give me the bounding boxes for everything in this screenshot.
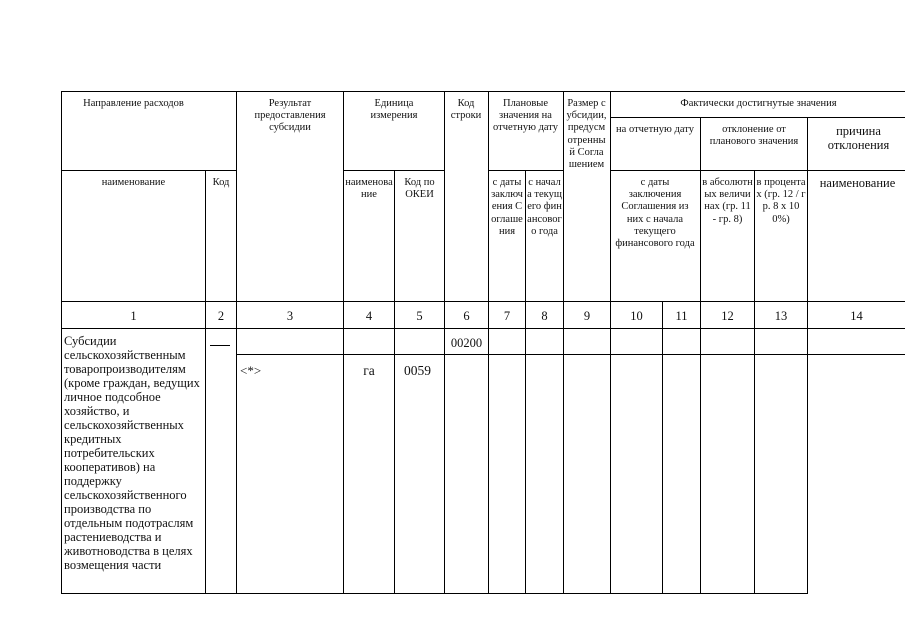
subheader-okei: Код по ОКЕИ [404,177,435,201]
subheader-name: наименование [101,177,166,188]
col-line-9 [563,91,564,594]
subheader-code: Код [212,177,230,188]
header-row-code: Код строки [450,98,482,122]
header-divider-actual [610,117,905,118]
row1-row-code: 00200 [450,336,483,350]
table-top-border [61,91,905,92]
subheader-planned-from-agreement: с даты заключения Соглашения [491,177,523,237]
row2-unit-name: га [363,363,375,378]
col-line-8 [525,170,526,594]
header-reason: причина отклонения [827,124,890,152]
col-line-2 [205,170,206,594]
header-actual: Фактически достигнутые значения [680,98,837,109]
header-result: Результат предоставления субсидии [254,98,326,134]
col-number-13: 13 [774,309,788,323]
header-divider-actual-sub [610,170,905,171]
header-actual-deviation: отклонение от планового значения [709,124,799,148]
col-number-1: 1 [130,309,137,323]
col-number-5: 5 [416,309,423,323]
col-number-12: 12 [721,309,734,323]
subheader-pct: в процентах (гр. 12 / гр. 8 x 100%) [756,177,806,225]
col-number-4: 4 [365,309,373,323]
col-line-7 [488,91,489,594]
col-line-5 [394,170,395,594]
subheader-planned-from-year: с начала текущего финансового года [527,177,562,237]
subheader-unit-name: наименование [345,177,393,201]
header-unit: Единица измерения [370,98,418,122]
header-size: Размер субсидии, предусмотренный Соглашением [566,98,607,171]
subheader-reason-name: наименование [819,176,896,190]
col-number-6: 6 [463,309,470,323]
table-bottom-border [61,593,807,594]
col-line-14 [807,117,808,594]
header-actual-report: на отчетную дату [616,124,694,135]
subheader-actual-combined: с даты заключения Соглашения из них с начала текущего финансового года [615,177,695,250]
col-number-11: 11 [675,309,688,323]
col-line-11 [662,301,663,594]
row1-name: Субсидии сельскохозяйственным товаропроизводителям (кроме граждан, ведущих личное подсобное хозяйство, и сельскохозяйственных кредитных потребительских кооперативов) на поддержку сельскохозяйственного производства по отдельным подотраслям растениеводства и животноводства в целях возмещения части [64,334,200,572]
header-bottom-border [61,301,905,302]
col-number-9: 9 [583,309,591,323]
col-line-10 [610,91,611,594]
col-number-3: 3 [286,309,294,323]
col-number-2: 2 [217,309,225,323]
col-line-12 [700,117,701,594]
col-number-7: 7 [503,309,511,323]
header-planned: Плановые значения на отчетную дату [493,98,558,134]
header-directions: Направление расходов [83,98,184,109]
row2-okei: 0059 [404,363,431,378]
col-line-4 [343,91,344,594]
subheader-abs: в абсолютных величинах (гр. 11 - гр. 8) [702,177,753,225]
row2-result: <*> [240,363,262,378]
col-line-left [61,91,62,594]
col-line-13 [754,170,755,594]
col-number-8: 8 [541,309,548,323]
col-line-3 [236,91,237,594]
header-divider-subheaders [61,170,236,171]
row1-code-dash [210,345,230,346]
col-number-14: 14 [850,309,863,323]
col-number-10: 10 [630,309,643,323]
col-numbers-bottom [61,328,905,329]
row1-bottom [236,354,905,355]
